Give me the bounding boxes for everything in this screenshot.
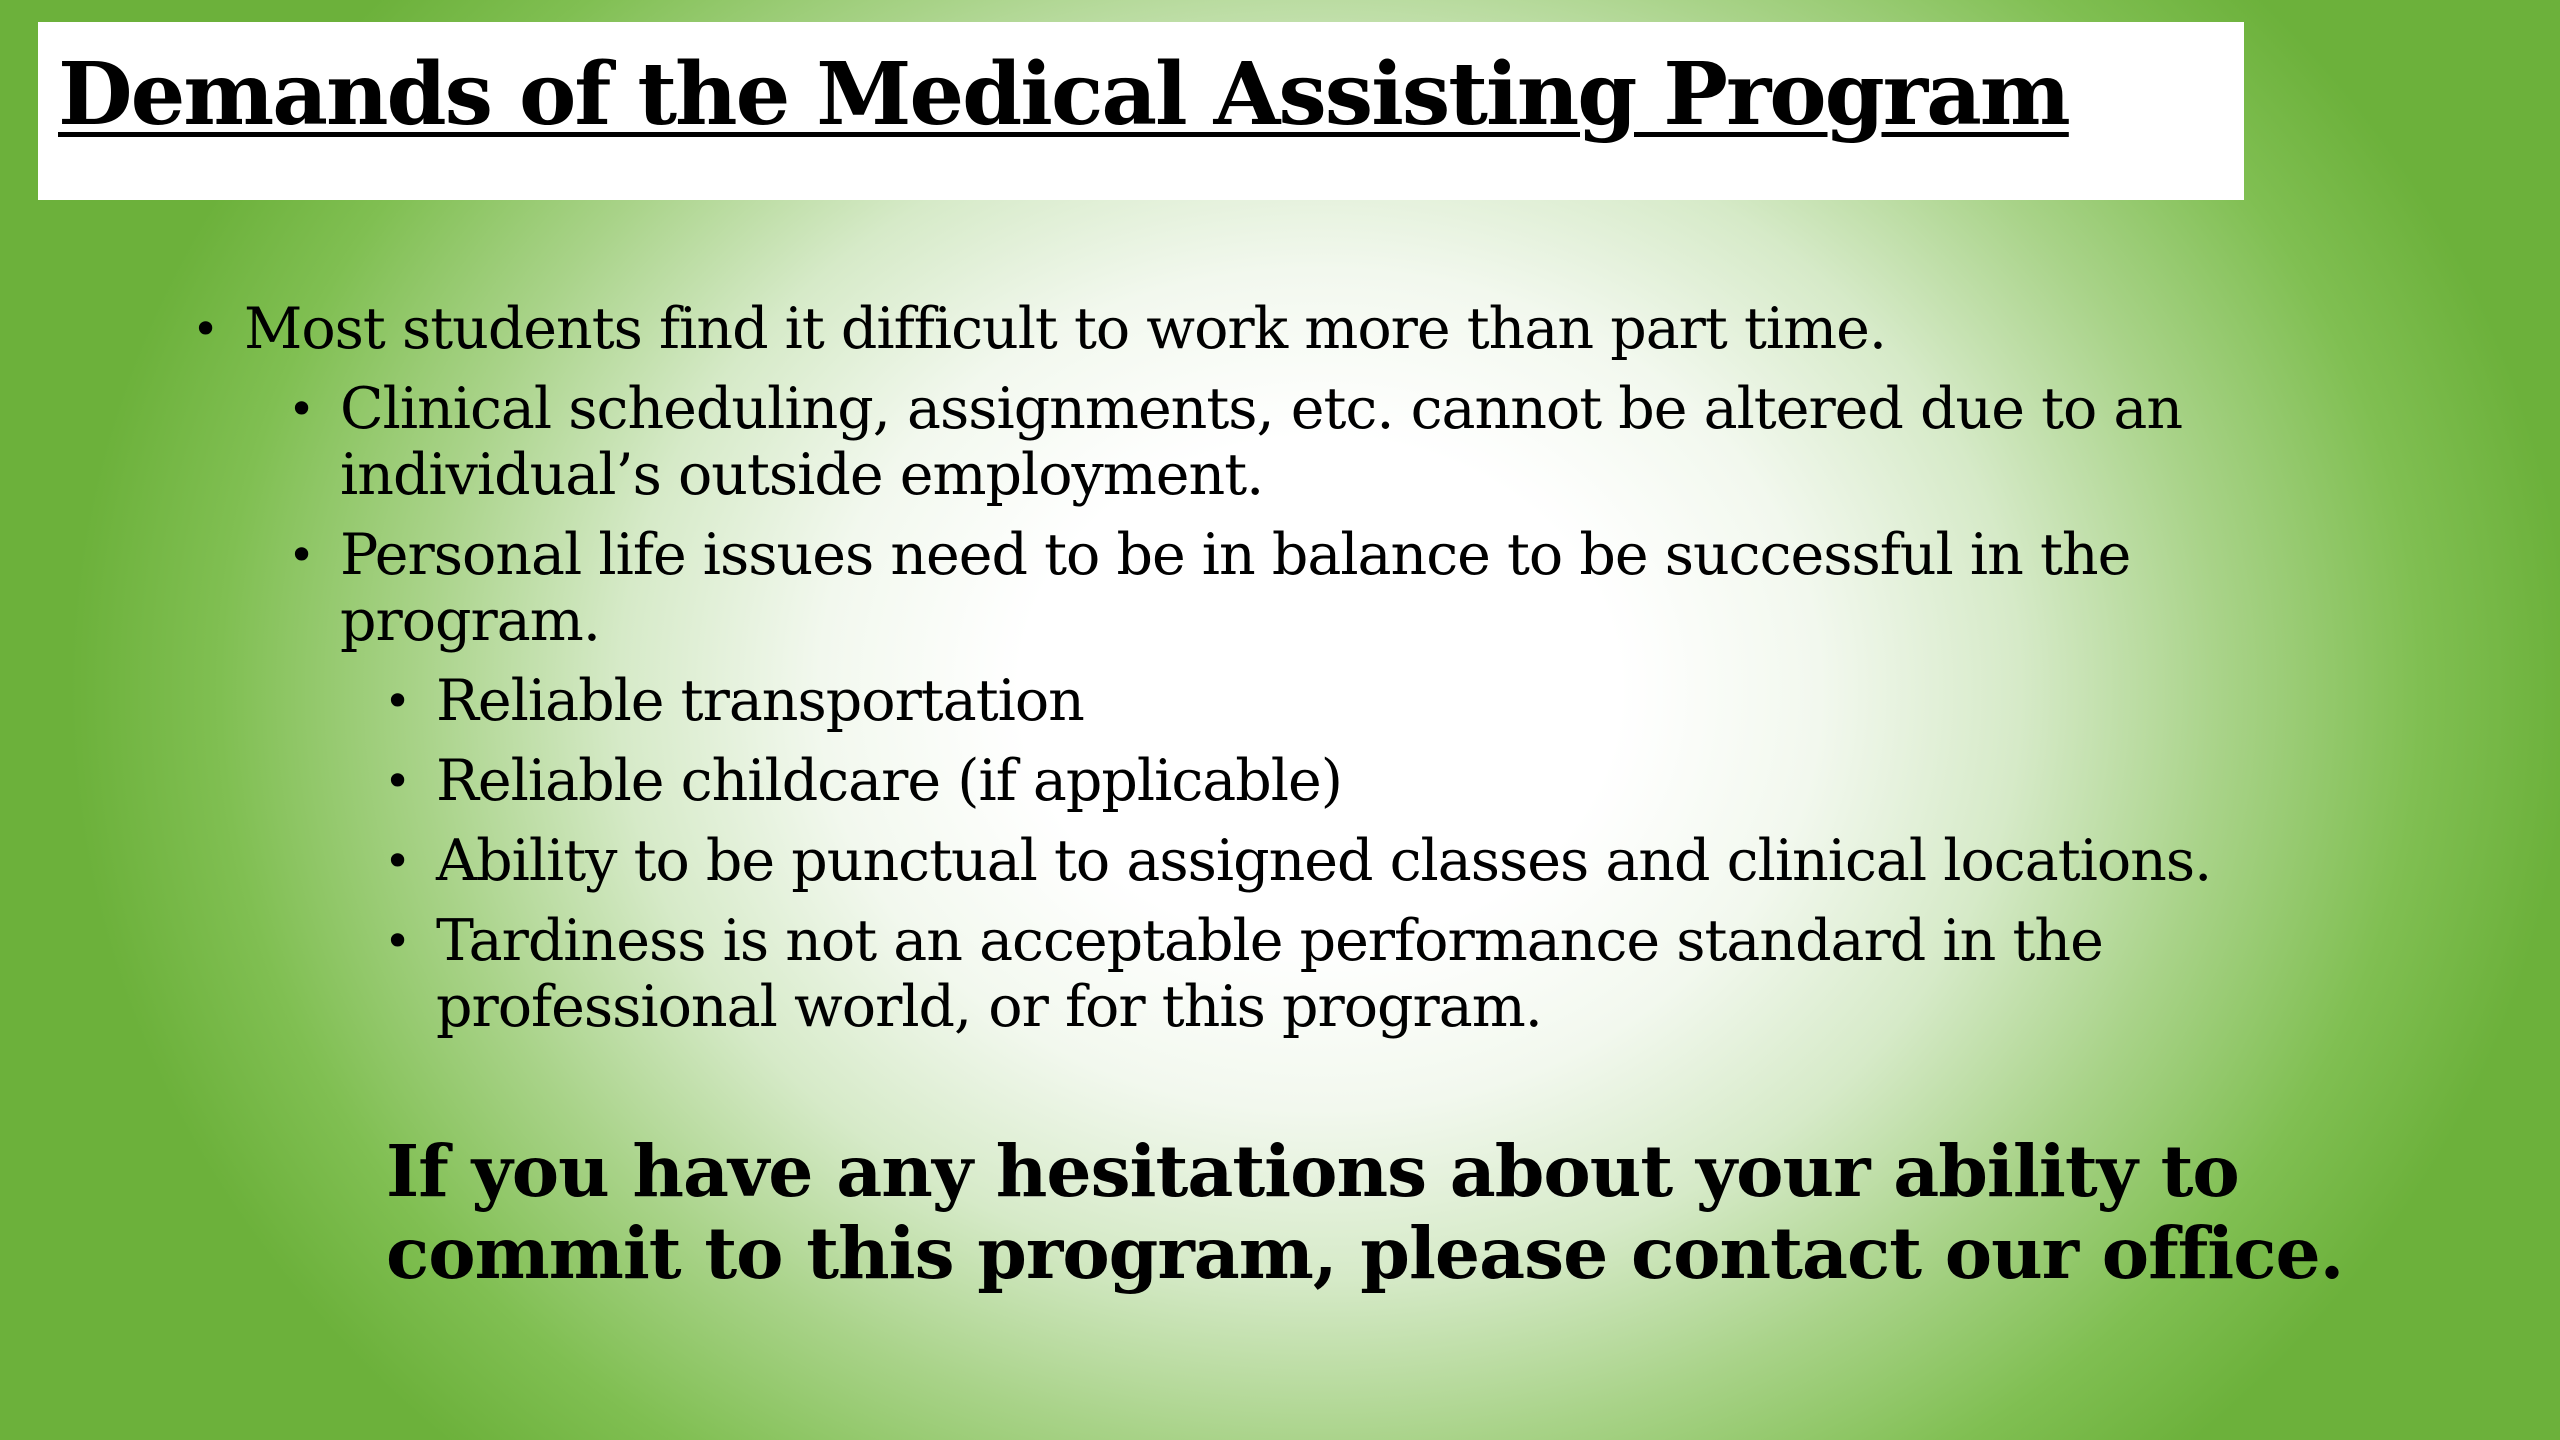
bullet-text-line-1: Clinical scheduling, assignments, etc. cannot be altered due to an xyxy=(340,376,2183,442)
bullet-text-line-2: professional world, or for this program. xyxy=(436,974,1542,1040)
bullet-icon: • xyxy=(288,382,315,436)
slide-title: Demands of the Medical Assisting Program xyxy=(58,44,2069,145)
bullet-icon: • xyxy=(384,754,411,808)
bullet-text-line-2: program. xyxy=(340,588,600,654)
bullet-text: Ability to be punctual to assigned classes and clinical locations. xyxy=(436,828,2212,894)
bullet-text-line-1: Personal life issues need to be in balance to be successful in the xyxy=(340,522,2131,588)
title-box xyxy=(38,22,2244,200)
bullet-text-line-2: individual’s outside employment. xyxy=(340,442,1264,508)
bullet-text: Most students find it difficult to work more than part time. xyxy=(244,296,1886,362)
contact-callout xyxy=(386,1130,2343,1294)
bullet-text: Reliable childcare (if applicable) xyxy=(436,748,1342,814)
bullet-icon: • xyxy=(384,834,411,888)
bullet-text-line-1: Tardiness is not an acceptable performance standard in the xyxy=(436,908,2103,974)
bullet-text: Reliable transportation xyxy=(436,668,1084,734)
bullet-icon: • xyxy=(192,302,219,356)
bullet-icon: • xyxy=(384,674,411,728)
callout-line-1: If you have any hesitations about your ability to xyxy=(386,1129,2239,1213)
bullet-icon: • xyxy=(288,528,315,582)
bullet-icon: • xyxy=(384,914,411,968)
callout-line-2: commit to this program, please contact our office. xyxy=(386,1211,2344,1295)
